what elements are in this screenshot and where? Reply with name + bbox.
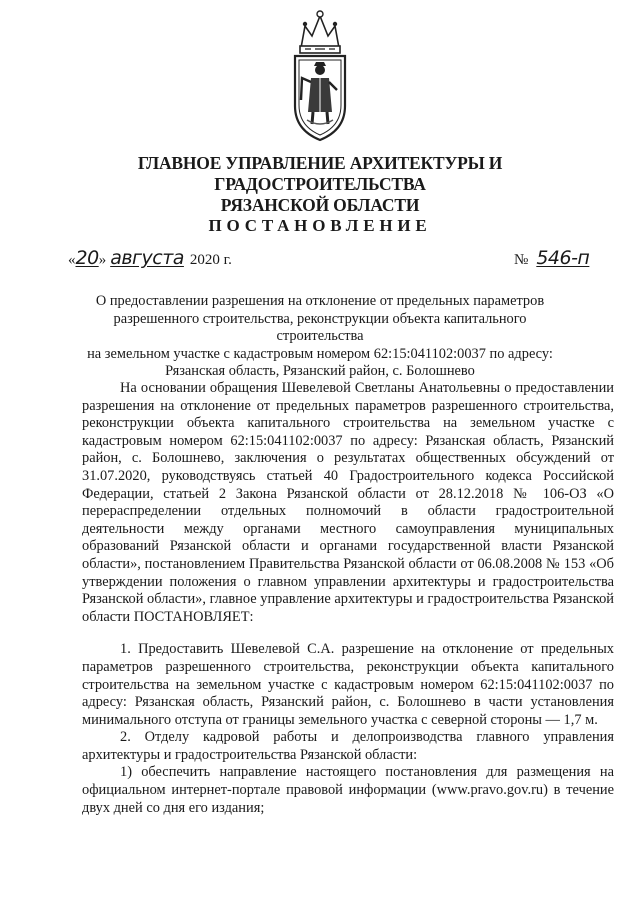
organization-title-line-1: ГЛАВНОЕ УПРАВЛЕНИЕ АРХИТЕКТУРЫ И ГРАДОСТРОИТЕЛЬСТВА xyxy=(137,153,503,194)
document-date xyxy=(68,247,232,269)
document-body xyxy=(82,380,614,817)
subject-line-2: разрешенного строительства, реконструкции объекта капитального строительства xyxy=(113,310,527,345)
date-year: 2020 г. xyxy=(189,252,232,268)
subject-line-3: на земельном участке с кадастровым номером 62:15:041102:0037 по адресу: xyxy=(87,345,553,362)
subject-line-4: Рязанская область, Рязанский район, с. Болошнево xyxy=(165,363,475,380)
subject-line-1: О предоставлении разрешения на отклонение от предельных параметров xyxy=(95,293,545,309)
date-open-quote: « xyxy=(68,252,76,268)
date-day-handwritten: 20 xyxy=(75,247,99,269)
number-value-handwritten: 546-п xyxy=(536,247,590,269)
date-month-handwritten: августа xyxy=(110,247,184,269)
item-2-paragraph: 2. Отделу кадровой работы и делопроизводства главного управления архитектуры и градостроительства Рязанской области: xyxy=(82,729,614,763)
organization-title-line-2: РЯЗАНСКОЙ ОБЛАСТИ xyxy=(220,195,420,215)
item-2-1-paragraph: 1) обеспечить направление настоящего постановления для размещения на официальном интернет-портале правовой информации (www.pravo.gov.ru) в течение двух дней со дня его издания; xyxy=(82,764,614,816)
document-subject xyxy=(80,293,560,381)
number-prefix: № xyxy=(514,252,529,268)
date-close-quote: » xyxy=(98,252,107,268)
document-type-heading: ПОСТАНОВЛЕНИЕ xyxy=(208,216,432,235)
organization-title xyxy=(60,153,580,216)
item-1-paragraph: 1. Предоставить Шевелевой С.А. разрешение на отклонение от предельных параметров разрешенного строительства, реконструкции объекта капитального строительства на земельном участке с кадастровым номером 62:15:041102:0037 по адресу: Рязанская область, Рязанский район, с. Болошнево в части установления минимального отступа от границы земельного участка с северной стороны — 1,7 м. xyxy=(82,641,614,728)
preamble-paragraph: На основании обращения Шевелевой Светланы Анатольевны о предоставлении разрешения на отклонение от предельных параметров разрешенного строительства, реконструкции объекта капитального строительства на земельном участке с кадастровым номером 62:15:041102:0037 по адресу: Рязанская область, Рязанский район, с. Болошнево, заключения о результатах общественных обсуждений от 31.07.2020, руководствуясь статьей 40 Градостроительного кодекса Российской Федерации, статьей 2 Закона Рязанской области от 28.12.2018 № 106-ОЗ «О перераспределении отдельных полномочий в области градостроительной деятельности между органами местного самоуправления муниципальных образований Рязанской области и органами государственной власти Рязанской области», постановлением Правительства Рязанской области от 06.08.2008 № 153 «Об утверждении положения о главном управлении архитектуры и градостроительства Рязанской области», главное управление архитектуры и градостроительства Рязанской области ПОСТАНОВЛЯЕТ: xyxy=(82,380,614,625)
ryazan-coat-of-arms-icon xyxy=(287,8,353,144)
document-number xyxy=(514,247,589,269)
